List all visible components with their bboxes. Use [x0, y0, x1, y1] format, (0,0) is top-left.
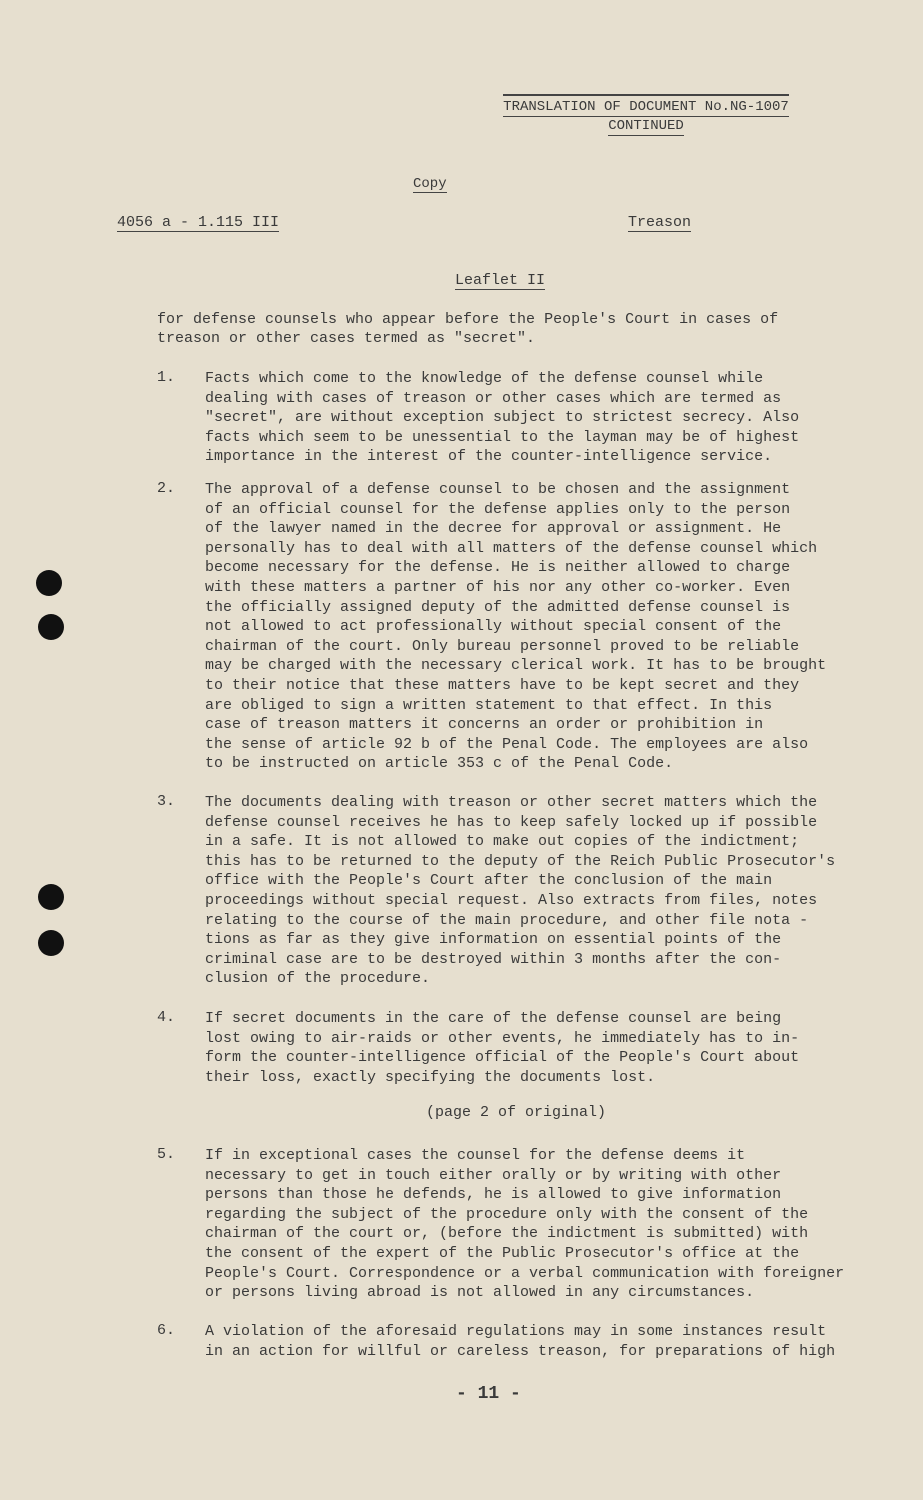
item-number: 4.: [157, 1009, 176, 1026]
translation-header: [476, 94, 816, 136]
document-category: Treason: [628, 214, 692, 231]
header-line-1: TRANSLATION OF DOCUMENT No.NG-1007: [503, 94, 789, 117]
item-text: Facts which come to the knowledge of the defense counsel while dealing with cases of treason or other cases which are termed as "secret", are without exception subject to strictest secrecy. Also facts which seem to be unessential to the layman may be of highest importance in the interest of the counter-intelligence service.: [205, 370, 800, 466]
item-text: If secret documents in the care of the defense counsel are being lost owing to air-raids or other events, he immediately has to in- form the counter-intelligence official of the People's Court about their loss, exactly specifying the documents lost.: [205, 1010, 800, 1086]
item-number: 6.: [157, 1322, 176, 1339]
punch-hole: [36, 570, 62, 596]
item-number: 2.: [157, 480, 176, 497]
header-line-2: CONTINUED: [608, 118, 684, 134]
page-number: - 11 -: [456, 1384, 521, 1404]
document-reference: 4056 a - 1.115 III: [117, 214, 280, 231]
punch-hole: [38, 930, 64, 956]
item-text: A violation of the aforesaid regulations may in some instances result in an action for willful or careless treason, for preparations of high: [205, 1323, 836, 1360]
page-note: (page 2 of original): [426, 1104, 607, 1121]
item-text: The documents dealing with treason or other secret matters which the defense counsel receives he has to keep safely locked up if possible in a safe. It is not allowed to make out copies of the indictment; this has to be returned to the deputy of the Reich Public Prosecutor's office with the People's Court after the conclusion of the main proceedings without special request. Also extracts from files, notes relating to the course of the main procedure, and other file nota - tions as far as they give information on essential points of the criminal case are to be destroyed within 3 months after the con- clusion of the procedure.: [205, 794, 836, 988]
leaflet-title: Leaflet II: [455, 272, 546, 289]
punch-hole: [38, 614, 64, 640]
copy-label: Copy: [413, 176, 447, 192]
item-number: 1.: [157, 369, 176, 386]
intro-paragraph: for defense counsels who appear before the People's Court in cases of treason or other cases termed as "secret".: [157, 311, 779, 347]
item-text: The approval of a defense counsel to be chosen and the assignment of an official counsel for the defense applies only to the person of the lawyer named in the decree for approval or assignment. He personally has to deal with all matters of the defense counsel which become necessary for the defense. He is neither allowed to charge with these matters a partner of his nor any other co-worker. Even the officially assigned deputy of the admitted defense counsel is not allowed to act professionally without special consent of the chairman of the court. Only bureau personnel proved to be reliable may be charged with the necessary clerical work. It has to be brought to their notice that these matters have to be kept secret and they are obliged to sign a written statement to that effect. In this case of treason matters it concerns an order or prohibition in the sense of article 92 b of the Penal Code. The employees are also to be instructed on article 353 c of the Penal Code.: [205, 481, 827, 773]
item-number: 5.: [157, 1146, 176, 1163]
punch-hole: [38, 884, 64, 910]
item-text: If in exceptional cases the counsel for the defense deems it necessary to get in touch either orally or by writing with other persons than those he defends, he is allowed to give information regarding the subject of the procedure only with the consent of the chairman of the court or, (before the indictment is submitted) with the consent of the expert of the Public Prosecutor's office at the People's Court. Correspondence or a verbal communication with foreigner or persons living abroad is not allowed in any circumstances.: [205, 1147, 845, 1302]
item-number: 3.: [157, 793, 176, 810]
